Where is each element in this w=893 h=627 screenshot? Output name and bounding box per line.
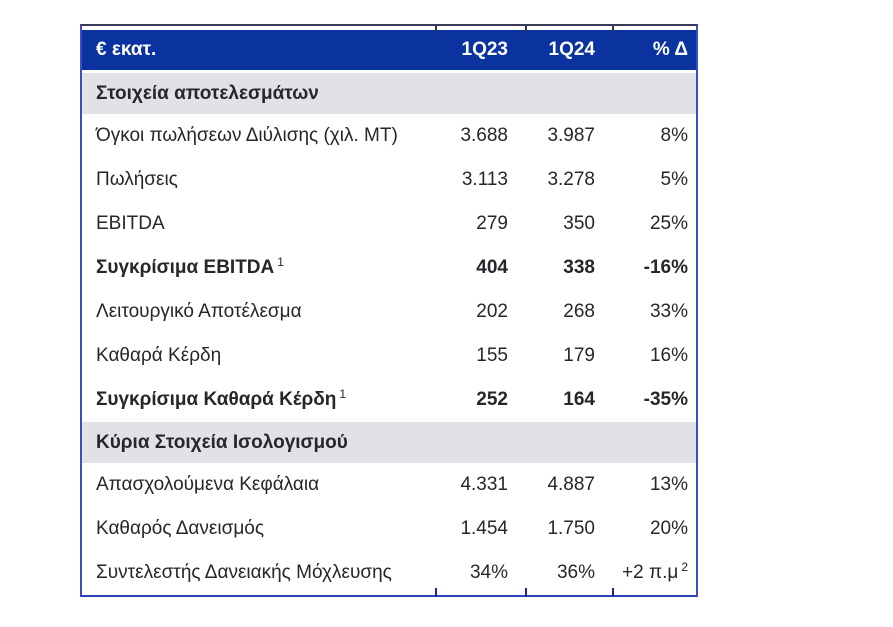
table-row-emphasized <box>82 246 696 290</box>
value-delta: -16% <box>643 257 688 278</box>
column-divider-tick <box>525 26 527 33</box>
value-delta: 33% <box>649 301 688 322</box>
value-1q23: 3.113 <box>461 169 508 190</box>
table-row <box>82 551 696 595</box>
table-row <box>82 158 696 202</box>
value-1q24: 3.987 <box>547 125 595 146</box>
value-delta: -35% <box>643 389 688 410</box>
section-title: Κύρια Στοιχεία Ισολογισμού <box>96 431 348 453</box>
table-row <box>82 114 696 158</box>
value-1q24: 1.750 <box>547 518 595 539</box>
table-header-row <box>82 30 696 70</box>
row-label: Πωλήσεις <box>96 169 178 190</box>
row-label: Συντελεστής Δανειακής Μόχλευσης <box>96 562 392 583</box>
row-label: Συγκρίσιμα Καθαρά Κέρδη <box>96 389 337 410</box>
row-label: Καθαρός Δανεισμός <box>96 518 265 539</box>
header-1q24: 1Q24 <box>548 39 595 60</box>
table-row <box>82 463 696 507</box>
value-delta: 5% <box>660 169 688 190</box>
column-divider-tick <box>612 588 614 597</box>
value-delta: 25% <box>649 213 688 234</box>
column-divider-tick <box>435 588 437 597</box>
footnote-marker: 2 <box>681 559 688 574</box>
value-1q23: 279 <box>476 213 508 234</box>
section-header-balance-sheet <box>82 422 696 463</box>
value-1q23: 4.331 <box>460 474 508 495</box>
value-1q24: 3.278 <box>547 169 595 190</box>
table-row <box>82 507 696 551</box>
row-label: EBITDA <box>96 213 165 234</box>
table-row <box>82 290 696 334</box>
table-row <box>82 202 696 246</box>
header-unit-label: € εκατ. <box>96 39 157 60</box>
row-label: Συγκρίσιμα EBITDA <box>96 257 275 278</box>
value-delta: 8% <box>660 125 688 146</box>
column-divider-tick <box>612 26 614 33</box>
table-row <box>82 334 696 378</box>
header-delta: % Δ <box>652 39 688 60</box>
footnote-marker: 1 <box>339 386 347 401</box>
value-1q23: 252 <box>476 389 508 410</box>
footnote-marker: 1 <box>277 254 284 269</box>
value-1q23: 202 <box>476 301 508 322</box>
row-label: Καθαρά Κέρδη <box>96 345 222 366</box>
row-label: Λειτουργικό Αποτέλεσμα <box>96 301 302 322</box>
value-delta: +2 π.μ <box>622 562 679 583</box>
value-1q24: 164 <box>563 389 595 410</box>
value-delta: 16% <box>649 345 688 366</box>
value-1q24: 338 <box>563 257 595 278</box>
header-1q23: 1Q23 <box>461 39 508 60</box>
row-label: Όγκοι πωλήσεων Διύλισης (χιλ. ΜΤ) <box>96 125 398 146</box>
column-divider-tick <box>435 26 437 33</box>
value-delta: 13% <box>649 474 688 495</box>
value-1q24: 179 <box>563 345 595 366</box>
row-label: Απασχολούμενα Κεφάλαια <box>96 474 320 495</box>
value-1q23: 3.688 <box>460 125 508 146</box>
value-1q24: 36% <box>556 562 595 583</box>
column-divider-tick <box>525 588 527 597</box>
value-1q24: 350 <box>563 213 595 234</box>
table-row-emphasized <box>82 378 696 422</box>
value-1q23: 155 <box>476 345 508 366</box>
value-delta: 20% <box>649 518 688 539</box>
value-1q23: 34% <box>469 562 508 583</box>
financial-results-table <box>80 24 698 597</box>
value-1q23: 1.454 <box>460 518 508 539</box>
value-1q24: 268 <box>563 301 595 322</box>
section-title: Στοιχεία αποτελεσμάτων <box>96 82 319 104</box>
section-header-results <box>82 73 696 114</box>
value-1q23: 404 <box>476 257 508 278</box>
value-1q24: 4.887 <box>547 474 595 495</box>
